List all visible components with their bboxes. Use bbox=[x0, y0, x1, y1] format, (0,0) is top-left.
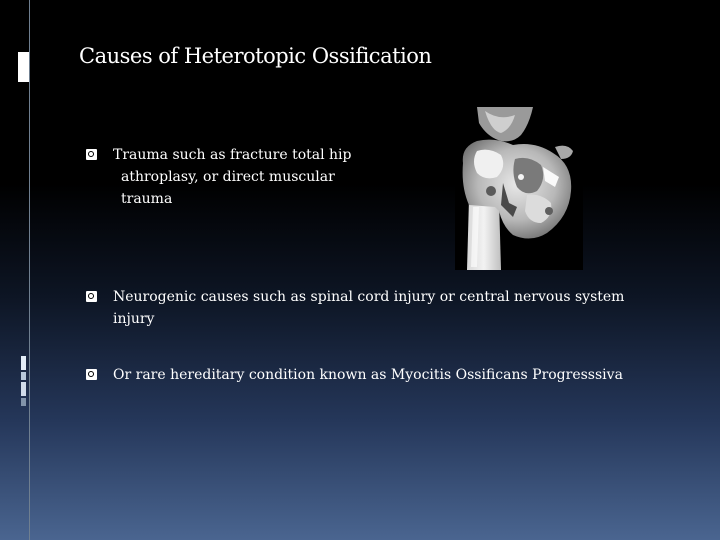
hip-bone-ct-image bbox=[455, 107, 583, 270]
slide-title: Causes of Heterotopic Ossification bbox=[79, 44, 432, 68]
checkbox-bullet-icon bbox=[86, 369, 97, 380]
side-accent-bar bbox=[21, 356, 26, 370]
checkbox-bullet-icon bbox=[86, 291, 97, 302]
left-border-line bbox=[29, 0, 30, 540]
bullet-text-continued: athroplasy, or direct muscular trauma bbox=[121, 169, 335, 207]
side-accent-bar bbox=[21, 398, 26, 406]
checkbox-bullet-icon bbox=[86, 149, 97, 160]
bullet-item bbox=[86, 144, 386, 210]
bullet-text: Trauma such as fracture total hip bbox=[113, 147, 352, 163]
side-accent-bar bbox=[21, 382, 26, 396]
side-accent-bar bbox=[21, 372, 26, 380]
bullet-text: Neurogenic causes such as spinal cord injury or central nervous system injury bbox=[113, 289, 625, 327]
title-accent-bar bbox=[18, 52, 29, 82]
hip-bone-illustration bbox=[455, 107, 583, 270]
bullet-item bbox=[86, 364, 666, 386]
bullet-text: Or rare hereditary condition known as Myocitis Ossificans Progresssiva bbox=[113, 367, 623, 383]
bullet-item bbox=[86, 286, 666, 330]
